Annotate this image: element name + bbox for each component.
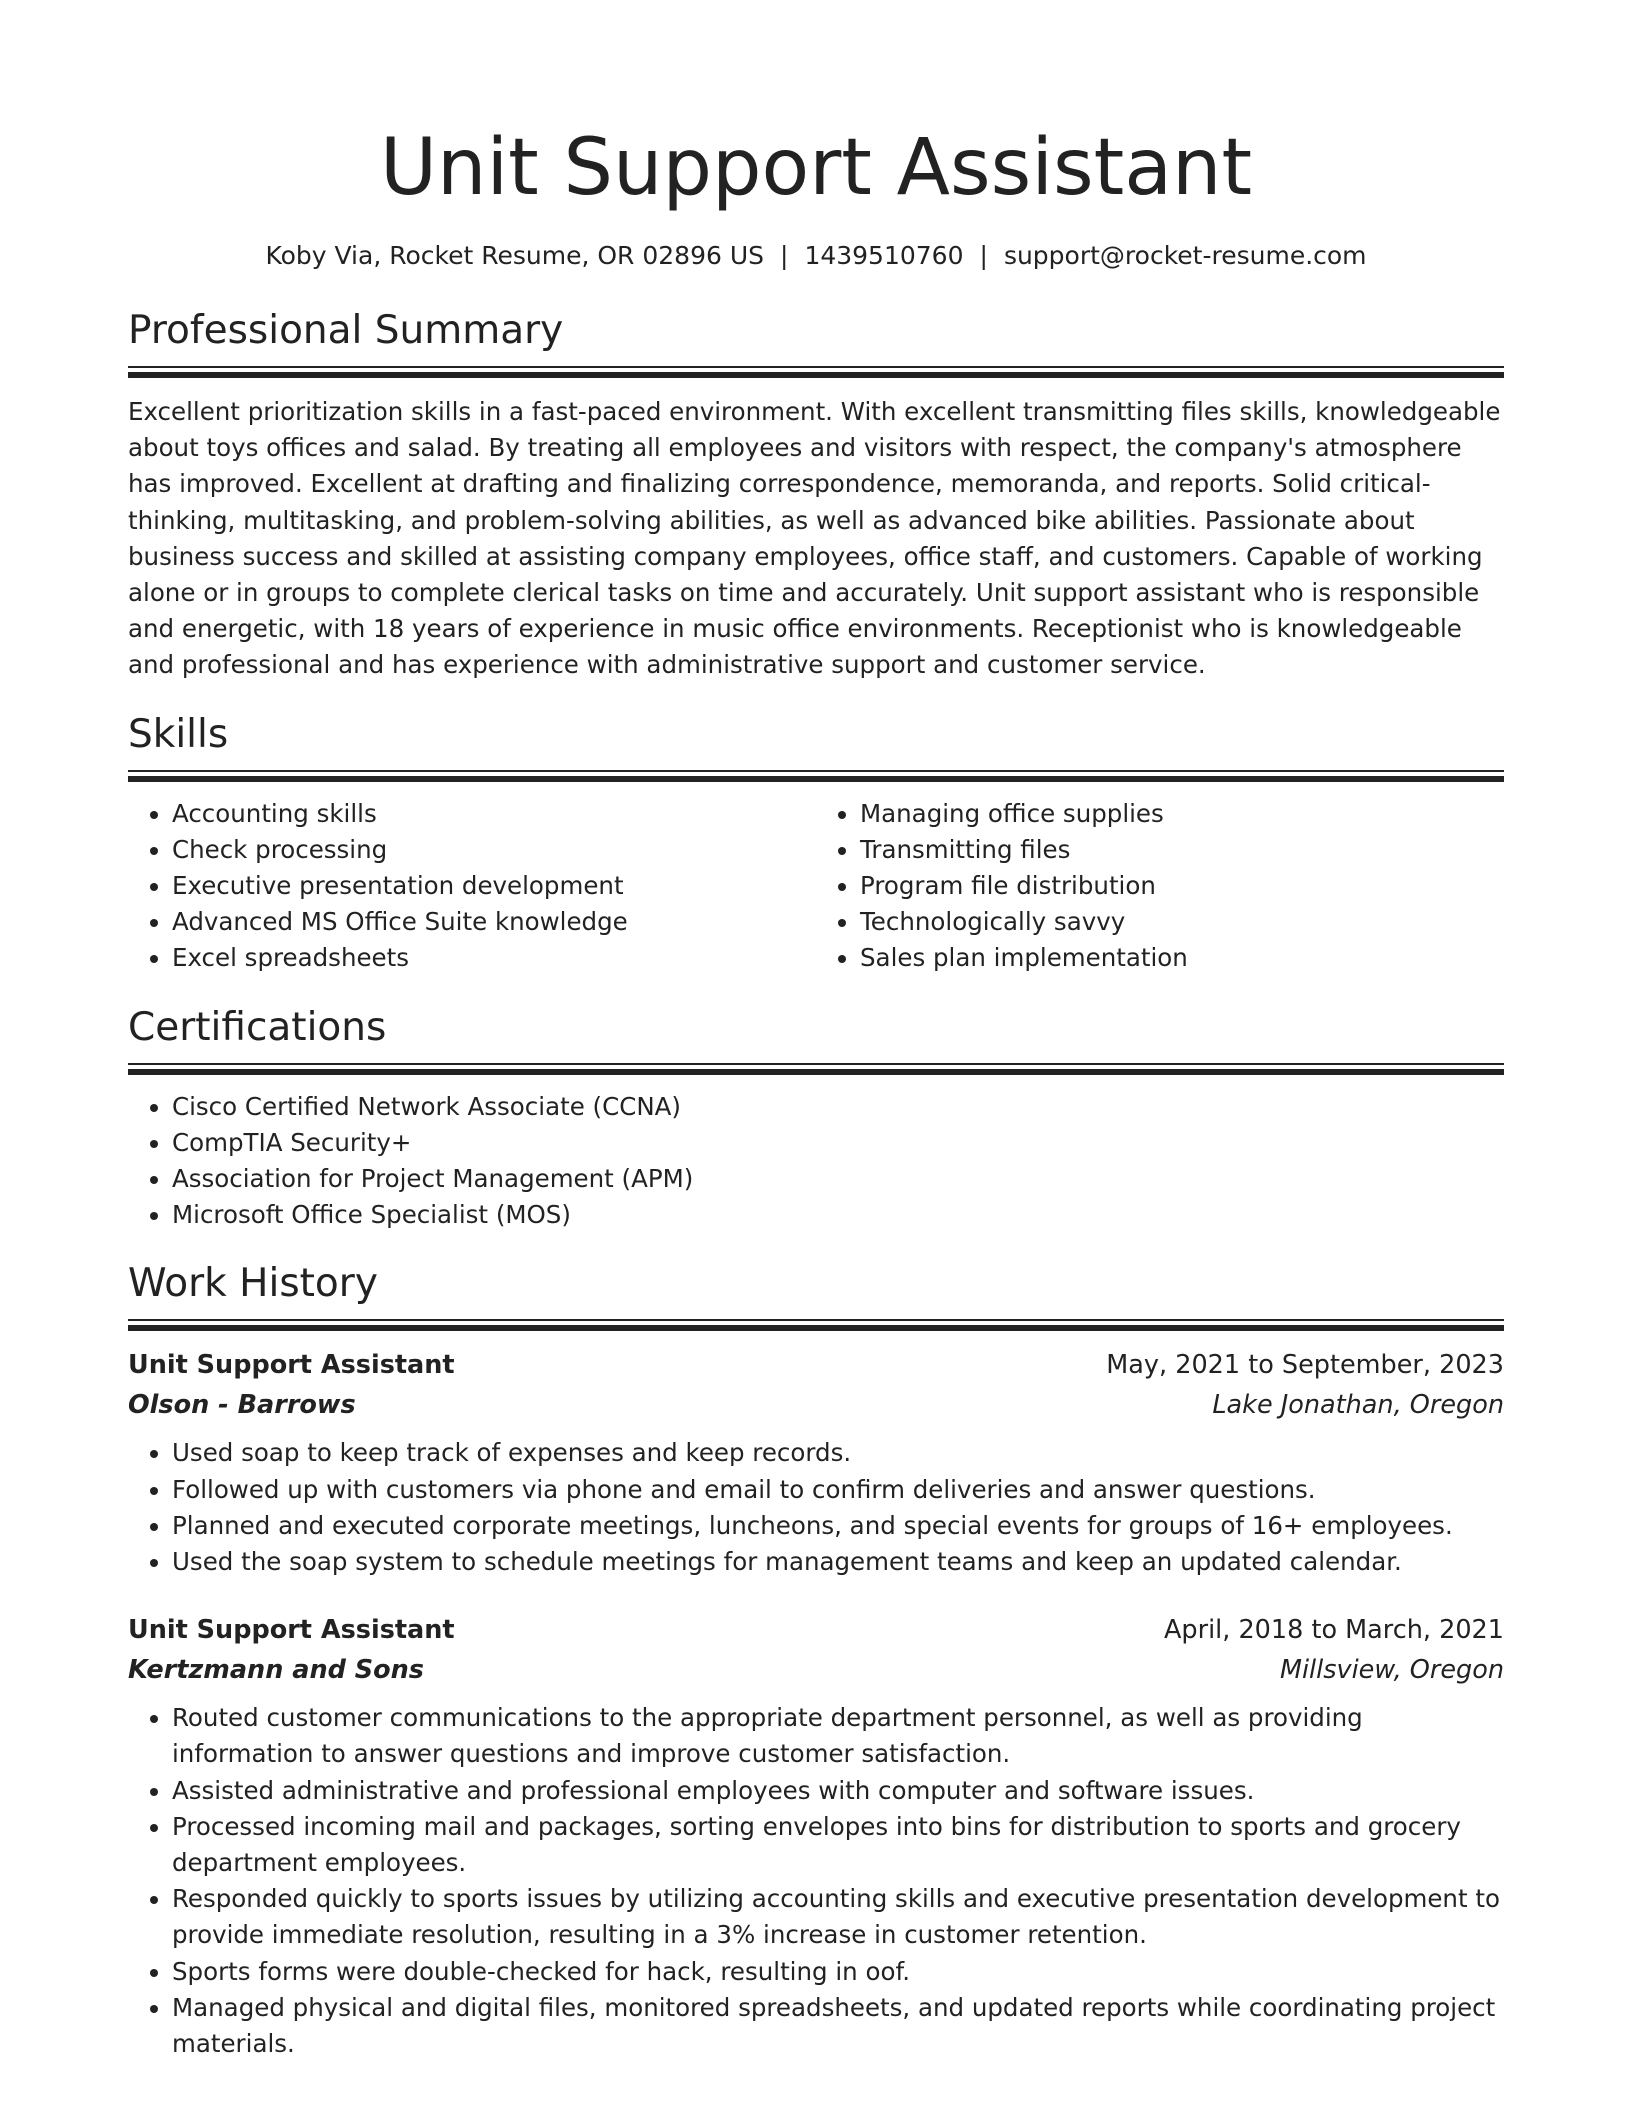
skill-item: • Excel spreadsheets xyxy=(172,940,816,976)
skills-section xyxy=(128,710,1504,977)
job-duty: • Sports forms were double-checked for hack, resulting in oof. xyxy=(172,1954,1504,1990)
job-duty: • Processed incoming mail and packages, sorting envelopes into bins for distribution to sports and grocery department employees. xyxy=(172,1809,1504,1881)
work-section xyxy=(128,1259,1504,2062)
job-duty: • Routed customer communications to the appropriate department personnel, as well as providing information to answer questions and improve customer satisfaction. xyxy=(172,1700,1504,1772)
certification-item: • Microsoft Office Specialist (MOS) xyxy=(172,1197,1504,1233)
section-divider xyxy=(128,1319,1504,1333)
job-location: Lake Jonathan, Oregon xyxy=(1212,1390,1504,1421)
skill-item: • Check processing xyxy=(172,832,816,868)
summary-text: Excellent prioritization skills in a fast-paced environment. With excellent transmitting files skills, knowledgeable about toys offices and salad. By treating all employees and visitors with respect, the company's atmosphere has improved. Excellent at drafting and finalizing correspondence, memoranda, and reports. Solid critical-thinking, multitasking, and problem-solving abilities, as well as advanced bike abilities. Passionate about business success and skilled at assisting company employees, office staff, and customers. Capable of working alone or in groups to complete clerical tasks on time and accurately. Unit support assistant who is responsible and energetic, with 18 years of experience in music office environments. Receptionist who is knowledgeable and professional and has experience with administrative support and customer service. xyxy=(128,397,1501,680)
certifications-section xyxy=(128,1003,1504,1234)
job-title: Unit Support Assistant xyxy=(128,1615,455,1646)
section-divider xyxy=(128,366,1504,380)
job-duty: • Used the soap system to schedule meetings for management teams and keep an updated calendar. xyxy=(172,1544,1504,1580)
section-title-summary: Professional Summary xyxy=(128,308,564,353)
skill-item: • Managing office supplies xyxy=(860,796,1504,832)
job-entry xyxy=(128,1345,1504,1580)
job-duty: • Planned and executed corporate meetings, luncheons, and special events for groups of 16+ employees. xyxy=(172,1508,1504,1544)
skill-item: • Technologically savvy xyxy=(860,904,1504,940)
skill-item: • Executive presentation development xyxy=(172,868,816,904)
skill-item: • Accounting skills xyxy=(172,796,816,832)
contact-email[interactable]: support@rocket-resume.com xyxy=(1003,241,1367,270)
contact-address: Koby Via, Rocket Resume, OR 02896 US xyxy=(265,241,764,270)
skill-item: • Transmitting files xyxy=(860,832,1504,868)
job-duties-list xyxy=(128,1700,1504,2062)
contact-separator: | xyxy=(780,241,789,270)
skill-item: • Program file distribution xyxy=(860,868,1504,904)
job-subheader-row xyxy=(128,1385,1504,1425)
section-divider xyxy=(128,1063,1504,1077)
job-dates: April, 2018 to March, 2021 xyxy=(1163,1615,1504,1646)
certification-item: • CompTIA Security+ xyxy=(172,1125,1504,1161)
job-title: Unit Support Assistant xyxy=(128,1350,455,1381)
skills-right-list xyxy=(816,796,1504,977)
section-title-skills: Skills xyxy=(128,711,229,757)
skills-left-list xyxy=(128,796,816,977)
job-location: Millsview, Oregon xyxy=(1279,1655,1504,1686)
job-duties-list xyxy=(128,1435,1504,1580)
job-dates: May, 2021 to September, 2023 xyxy=(1106,1350,1504,1381)
job-header-row xyxy=(128,1610,1504,1650)
skill-item: • Sales plan implementation xyxy=(860,940,1504,976)
job-duty: • Responded quickly to sports issues by utilizing accounting skills and executive presentation development to provide immediate resolution, resulting in a 3% increase in customer retention. xyxy=(172,1881,1504,1953)
job-entry xyxy=(128,1610,1504,2062)
job-duty: • Managed physical and digital files, monitored spreadsheets, and updated reports while coordinating project materials. xyxy=(172,1990,1504,2062)
job-duty: • Followed up with customers via phone and email to confirm deliveries and answer questions. xyxy=(172,1472,1504,1508)
job-company: Kertzmann and Sons xyxy=(128,1655,424,1686)
contact-phone: 1439510760 xyxy=(804,241,964,270)
job-duty: • Assisted administrative and professional employees with computer and software issues. xyxy=(172,1773,1504,1809)
skills-columns xyxy=(128,796,1504,977)
certification-item: • Association for Project Management (APM) xyxy=(172,1161,1504,1197)
skill-item: • Advanced MS Office Suite knowledge xyxy=(172,904,816,940)
job-duty: • Used soap to keep track of expenses and keep records. xyxy=(172,1435,1504,1471)
contact-line xyxy=(128,238,1504,274)
section-title-work: Work History xyxy=(128,1261,378,1307)
job-subheader-row xyxy=(128,1650,1504,1690)
summary-section xyxy=(128,306,1504,684)
section-title-certifications: Certifications xyxy=(128,1004,387,1050)
section-divider xyxy=(128,770,1504,784)
job-header-row xyxy=(128,1345,1504,1385)
contact-separator: | xyxy=(979,241,988,270)
job-company: Olson - Barrows xyxy=(128,1390,356,1421)
certifications-list xyxy=(128,1089,1504,1234)
resume-name: Unit Support Assistant xyxy=(379,123,1253,213)
certification-item: • Cisco Certified Network Associate (CCNA) xyxy=(172,1089,1504,1125)
